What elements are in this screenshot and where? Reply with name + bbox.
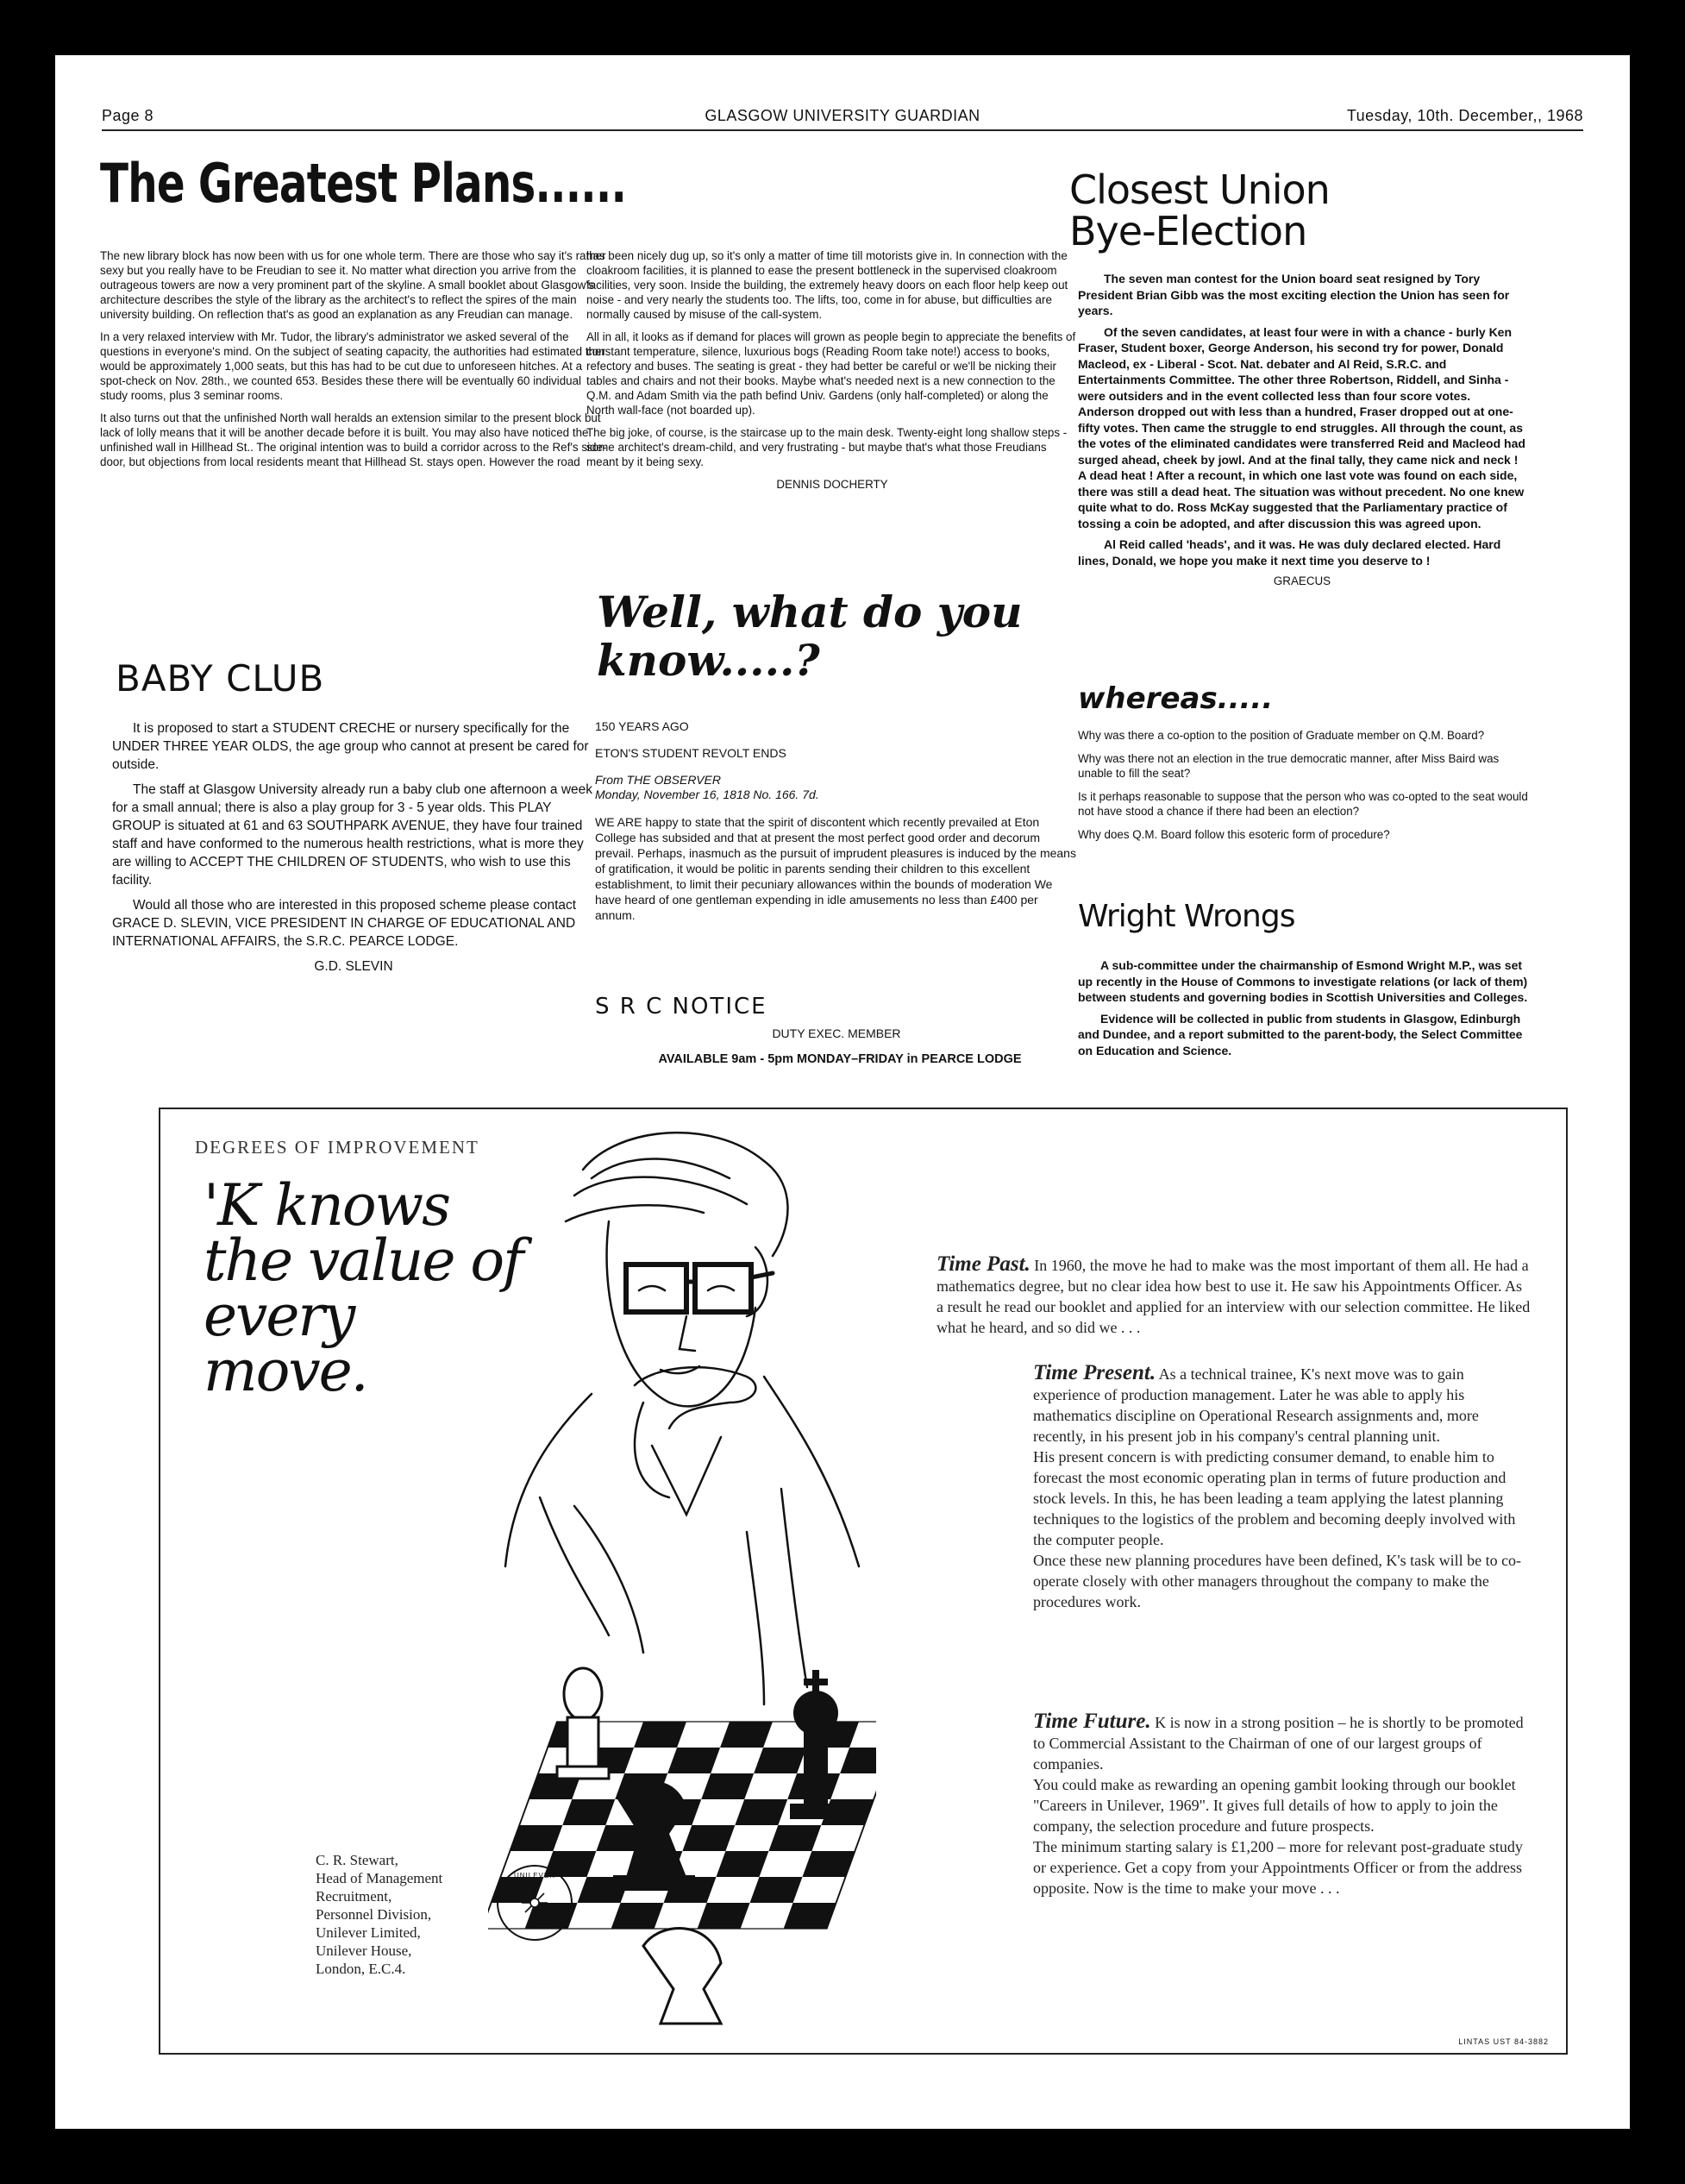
ad-address-line: Recruitment, xyxy=(316,1888,392,1905)
arm-outline xyxy=(540,1497,609,1635)
ad-address-line: Personnel Division, xyxy=(316,1906,432,1923)
time-future-text-2: You could make as rewarding an opening gambit looking through our booklet "Careers in Unilever, 1969". It gives full details of how to apply to join the company, the selection procedure and future prospects. xyxy=(1033,1776,1516,1835)
ad-headline-line: the value of xyxy=(204,1227,523,1294)
baby-club-byline: G.D. SLEVIN xyxy=(314,959,393,974)
chessboard-dark-square xyxy=(754,1748,806,1773)
chessboard-dark-square xyxy=(720,1722,773,1748)
chessboard-dark-square xyxy=(840,1748,876,1773)
shoulder-outline xyxy=(505,1394,592,1566)
wright-wrongs-article xyxy=(1078,957,1535,1064)
time-past-text: In 1960, the move he had to make was the most important of them all. He had a mathematics degree, but no clear idea how best to use it. He saw his Appointments Officer. As a result he read our booklet and applied for an interview with our selection committee. He liked what he heard, and so did we . . . xyxy=(936,1257,1531,1336)
ad-code: LINTAS UST 84-3882 xyxy=(1458,2037,1549,2046)
greatest-plans-column-1 xyxy=(100,248,609,477)
hair-stroke xyxy=(574,1177,747,1204)
greatest-plans-column-2 xyxy=(586,248,1078,499)
greatest-plans-paragraph: In a very relaxed interview with Mr. Tudor, the library's administrator we asked several of the questions in everyone's mind. On the subject of seating capacity, the authorities had estimated ther would be approximately 1,000 seats, but this has had to be cut due to unforeseen hitches. At a spot-check on Nov. 28th., we counted 653. Besides these there will be eventually 60 individual study rooms, plus 3 seminar rooms. xyxy=(100,330,605,402)
ad-address-line: Head of Management xyxy=(316,1870,443,1886)
greatest-plans-paragraph: The big joke, of course, is the staircase up to the main desk. Twenty-eight long shallow steps - some architect's dream-child, and very frustrating - but maybe that's what those Freudians meant by it being sexy. xyxy=(586,426,1068,468)
chessboard-dark-square xyxy=(682,1825,735,1851)
chessboard-dark-square xyxy=(701,1773,754,1799)
whereas-question: Why was there not an election in the true democratic manner, after Miss Baird was unable to fill the seat? xyxy=(1078,752,1500,780)
well-what-headline: Well, what do you know.....? xyxy=(597,587,1023,686)
shoulder-outline xyxy=(764,1377,859,1566)
newspaper-name: GLASGOW UNIVERSITY GUARDIAN xyxy=(705,107,980,124)
greatest-plans-paragraph: It also turns out that the unfinished North wall heralds an extension similar to the present block but lack of lolly means that it will be another decade before it is built. You may also have noticed the unfinished wall in Hillhead St.. The original intention was to build a corridor across to the Ref's side-door, but objections from local residents meant that Hillhead St. stays open. However the road xyxy=(100,411,607,468)
time-future-text: K is now in a strong position – he is shortly to be promoted to Commercial Assistant to the Chairman of one of our largest groups of companies. xyxy=(1033,1714,1524,1773)
closest-union-paragraph: Of the seven candidates, at least four were in with a chance - burly Ken Fraser, Student boxer, George Anderson, his second try for power, Donald Macleod, ex - Liberal - Scot. Nat. debater and Al Reid, S.R.C. and Entertainments Committee. The other three Robertson, Riddell, and Sinha - were outsiders and in the event collected less than four score votes. Anderson dropped out with less than a hundred, Fraser dropped out at one-fifty votes. Then came the struggle to end struggles. All through the count, as the votes of the eliminated candidates were transferred Reid and Macleod had surged ahead, cheek by jowl. And at the final tally, they came nick and neck ! A dead heat ! After a recount, in which one last vote was found on each side, there was still a dead heat. The situation was without precedent. No one knew quite what to do. Ross McKay suggested that the Parliamentary practice of tossing a coin be adopted, and after discussion this was agreed upon. xyxy=(1078,324,1525,530)
chessboard-dark-square xyxy=(667,1748,720,1773)
ad-headline-line: 'K knows xyxy=(204,1172,450,1239)
ad-headline-line: every xyxy=(204,1283,354,1349)
right-eye xyxy=(708,1286,734,1290)
baby-club-headline: BABY CLUB xyxy=(116,657,325,700)
well-what-kicker: ETON'S STUDENT REVOLT ENDS xyxy=(595,746,786,760)
unilever-logo xyxy=(497,1865,573,1941)
hand-outline xyxy=(635,1367,755,1428)
closest-union-byline: GRAECUS xyxy=(1273,574,1331,587)
src-notice-line-2: AVAILABLE 9am - 5pm MONDAY–FRIDAY in PEARCE LODGE xyxy=(658,1052,1022,1066)
newspaper-page xyxy=(55,55,1630,2129)
unilever-advertisement xyxy=(159,1108,1568,2055)
closest-union-paragraph: Al Reid called 'heads', and it was. He was duly declared elected. Hard lines, Donald, we hope you make it next time you deserve to ! xyxy=(1078,537,1501,568)
greatest-plans-paragraph: All in all, it looks as if demand for places will grown as people begin to appreciate the benefits of constant temperature, silence, luxurious bogs (Reading Room take note!) access to books, refectory and buses. The seating is great - they had better be careful or we'll be nicking their tables and chairs and not their books. Maybe what's needed next is a new connection to the Q.M. and Adam Smith via the path befind Univ. Gardens (only half-completed) or along the North wall-face (not boarded up). xyxy=(586,330,1076,417)
hair-stroke xyxy=(583,1133,788,1256)
closest-union-article xyxy=(1078,271,1526,596)
ad-address-line: C. R. Stewart, xyxy=(316,1852,398,1868)
glasses-arm xyxy=(751,1273,773,1277)
well-what-body: WE ARE happy to state that the spirit of discontent which recently prevailed at Eton College has subsided and that at present the most perfect good order and decorum prevail. Perhaps, inasmuch as the pursuit of imprudent pleasures is induced by the means of gratification, it would be politic in parents sending their children to this excellent establishment, to limit their pecuniary allowances within the bounds of moderation We have heard of one gentleman expending in idle amusements no less than £400 per annum. xyxy=(595,815,1076,922)
left-eye xyxy=(639,1286,665,1290)
baby-club-paragraph: It is proposed to start a STUDENT CRECHE or nursery specifically for the UNDER THREE YEAR OLDS, the age group who cannot at present be cared for outside. xyxy=(112,721,589,772)
ad-time-past xyxy=(936,1254,1532,1338)
whereas-questions xyxy=(1078,728,1535,850)
well-what-source: From THE OBSERVER xyxy=(595,773,721,787)
baby-club-article xyxy=(112,719,595,982)
well-what-article xyxy=(595,719,1078,931)
greatest-plans-paragraph: has been nicely dug up, so it's only a matter of time till motorists give in. In connection with the cloakroom facilities, it is planned to ease the present bottleneck in the supervised cloakroom facilities, very soon. Inside the building, the extremely heavy doors on each floor help keep out noise - and very nearly the students too. The lifts, too, come in for abuse, but difficulties are normally caused by misuse of the call-system. xyxy=(586,249,1068,321)
chessboard-dark-square xyxy=(768,1825,821,1851)
nose xyxy=(680,1316,695,1351)
ad-address-line: Unilever House, xyxy=(316,1942,412,1959)
hair-stroke xyxy=(592,1159,730,1179)
time-present-label: Time Present. xyxy=(1033,1361,1156,1384)
unilever-logo-text: UNILEVER xyxy=(513,1872,555,1880)
src-notice-line-1: DUTY EXEC. MEMBER xyxy=(772,1026,901,1040)
ad-headline-line: move. xyxy=(204,1338,367,1404)
wright-wrongs-headline: Wright Wrongs xyxy=(1078,899,1295,934)
jacket-outline xyxy=(747,1532,764,1704)
ad-kicker: DEGREES OF IMPROVEMENT xyxy=(195,1137,479,1158)
ad-headline xyxy=(204,1172,523,1404)
greatest-plans-headline: The Greatest Plans...... xyxy=(100,152,627,215)
hand-outline xyxy=(635,1403,669,1497)
time-present-text-2: His present concern is with predicting consumer demand, to enable him to forecast the most economic operating plan in terms of future production and stock levels. In this, he has been leading a team applying the latest planning techniques to the logistics of the problem and becoming deeply involved with the computer people. xyxy=(1033,1448,1516,1548)
time-present-text-3: Once these new planning procedures have been defined, K's task will be to co-operate closely with other managers throughout the company to make the procedures work. xyxy=(1033,1552,1522,1610)
closest-union-headline: Closest Union Bye-Election xyxy=(1069,166,1330,254)
hair-stroke xyxy=(566,1205,704,1221)
wright-wrongs-paragraph: Evidence will be collected in public from students in Glasgow, Edinburgh and Dundee, and a report submitted to the parent-body, the Select Committee on Education and Science. xyxy=(1078,1011,1523,1057)
issue-date: Tuesday, 10th. December,, 1968 xyxy=(1346,107,1583,124)
chessboard-dark-square xyxy=(562,1799,615,1825)
jacket-outline xyxy=(781,1489,807,1687)
baby-club-paragraph: The staff at Glasgow University already run a baby club one afternoon a week for a small annual; there is also a play group for 3 - 5 year olds. This PLAY GROUP is situated at 61 and 63 SOUTHPARK AVENUE, they have four trained staff and have conformed to the numerous health restrictions, what is more they are willing to ACCEPT THE CHILDREN OF STUDENTS, who wish to use this facility. xyxy=(112,782,593,888)
white-knight-piece xyxy=(643,1929,721,2024)
whereas-question: Is it perhaps reasonable to suppose that the person who was co-opted to the seat would not have stood a chance if there had been an election? xyxy=(1078,790,1528,818)
src-notice-headline: S R C NOTICE xyxy=(595,994,767,1020)
header-rule xyxy=(102,129,1583,131)
time-present-text: As a technical trainee, K's next move was to gain experience of production management. Later he was able to apply his mathematics discipline on Operational Research assignments and, more recently, in his present job in his company's central planning unit. xyxy=(1033,1365,1479,1445)
time-future-label: Time Future. xyxy=(1033,1710,1151,1733)
arm-outline xyxy=(574,1506,643,1653)
chessboard-dark-square xyxy=(735,1799,787,1825)
glasses-right-lens xyxy=(695,1265,751,1312)
whereas-headline: whereas..... xyxy=(1078,681,1274,716)
glasses-left-lens xyxy=(626,1265,686,1312)
ad-address-line: London, E.C.4. xyxy=(316,1961,406,1977)
ad-time-future xyxy=(1033,1711,1532,1898)
whereas-question: Why does Q.M. Board follow this esoteric form of procedure? xyxy=(1078,828,1390,841)
whereas-question: Why was there a co-option to the position of Graduate member on Q.M. Board? xyxy=(1078,729,1485,742)
chessboard-dark-square xyxy=(611,1903,664,1929)
time-future-text-3: The minimum starting salary is £1,200 – more for relevant post-graduate study or experience. Get a copy from your Appointments Officer or from the address opposite. Now is the time to make your move . . . xyxy=(1033,1838,1523,1897)
ad-address-line: Unilever Limited, xyxy=(316,1924,421,1941)
well-what-kicker: 150 YEARS AGO xyxy=(595,719,689,733)
ad-time-present xyxy=(1033,1363,1532,1612)
chessboard-dark-square xyxy=(716,1851,768,1877)
chessboard-dark-square xyxy=(750,1877,803,1903)
baby-club-paragraph: Would all those who are interested in this proposed scheme please contact GRACE D. SLEVIN, VICE PRESIDENT IN CHARGE OF EDUCATIONAL AND INTERNATIONAL AFFAIRS, the S.R.C. PEARCE LODGE. xyxy=(112,898,577,949)
chessboard-dark-square xyxy=(698,1903,750,1929)
wright-wrongs-paragraph: A sub-committee under the chairmanship of Esmond Wright M.P., was set up recently in the House of Commons to investigate relations (or lack of them) between students and governing bodies in Scottish Universities and Colleges. xyxy=(1078,958,1528,1004)
greatest-plans-paragraph: The new library block has now been with us for one whole term. There are those who say it's rather sexy but you really have to be Freudian to see it. No matter what direction you arrive from the outrageous towers are now a very prominent part of the skyline. A small booklet about Glasgow's architecture describes the style of the library as the architect's to reflect the spires of the main university building. On reflection that's as good an explanation as any Freudian can manage. xyxy=(100,249,606,321)
sunburst-icon xyxy=(520,1888,549,1917)
chessboard-dark-square xyxy=(634,1722,686,1748)
well-what-source: Monday, November 16, 1818 No. 166. 7d. xyxy=(595,788,819,801)
time-past-label: Time Past. xyxy=(936,1252,1030,1276)
collar-outline xyxy=(652,1437,721,1515)
page-number: Page 8 xyxy=(102,107,154,124)
greatest-plans-byline: DENNIS DOCHERTY xyxy=(776,478,888,491)
closest-union-paragraph: The seven man contest for the Union board seat resigned by Tory President Brian Gibb was the most exciting election the Union has seen for years. xyxy=(1078,272,1510,317)
